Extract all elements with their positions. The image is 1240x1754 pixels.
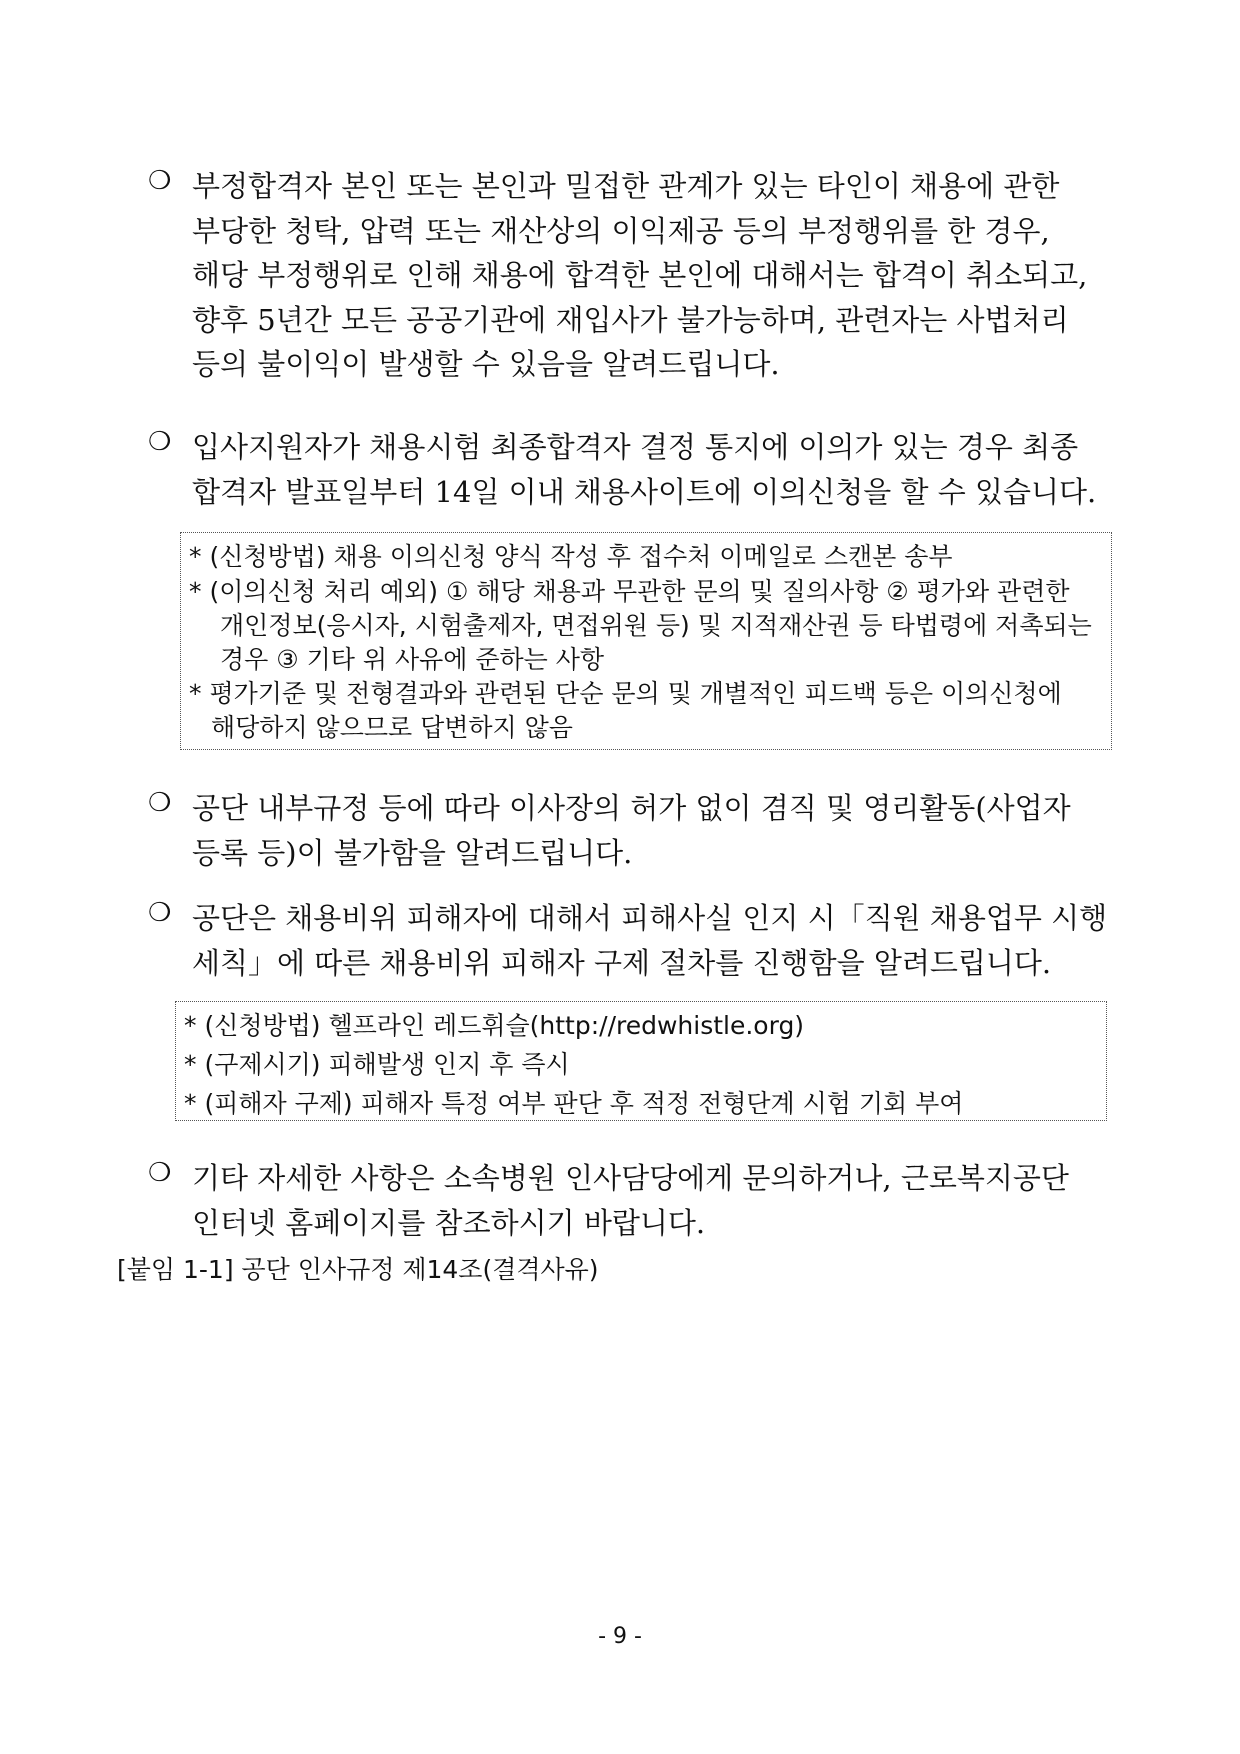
paragraph-line: 인터넷 홈페이지를 참조하시기 바랍니다. [192, 1206, 706, 1240]
note-line: * (피해자 구제) 피해자 특정 여부 판단 후 적정 전형단계 시험 기회 부여 [184, 1089, 964, 1118]
paragraph-line: 공단은 채용비위 피해자에 대해서 피해사실 인지 시「직원 채용업무 시행 [192, 901, 1108, 935]
circle-bullet-icon: ❍ [148, 788, 172, 818]
note-line: 해당하지 않으므로 답변하지 않음 [211, 713, 573, 742]
note-line: 경우 ③ 기타 위 사유에 준하는 사항 [220, 645, 605, 674]
circle-bullet-icon: ❍ [148, 427, 172, 457]
paragraph-line: 합격자 발표일부터 14일 이내 채용사이트에 이의신청을 할 수 있습니다. [192, 475, 1097, 509]
note-line: * 평가기준 및 전형결과와 관련된 단순 문의 및 개별적인 피드백 등은 이의신청에 [189, 679, 1062, 708]
circle-bullet-icon: ❍ [148, 898, 172, 928]
paragraph-line: 세칙」에 따른 채용비위 피해자 구제 절차를 진행함을 알려드립니다. [192, 946, 1052, 980]
paragraph-line: 등의 불이익이 발생할 수 있음을 알려드립니다. [192, 347, 780, 381]
page-number: - 9 - [598, 1624, 642, 1649]
paragraph-line: 등록 등)이 불가함을 알려드립니다. [192, 836, 633, 870]
relief-notes-box [175, 1001, 1107, 1121]
paragraph-line: 향후 5년간 모든 공공기관에 재입사가 불가능하며, 관련자는 사법처리 [192, 303, 1069, 337]
paragraph-line: 공단 내부규정 등에 따라 이사장의 허가 없이 겸직 및 영리활동(사업자 [192, 791, 1071, 825]
note-line: 개인정보(응시자, 시험출제자, 면접위원 등) 및 지적재산권 등 타법령에 저촉되는 [220, 611, 1092, 640]
paragraph-line: 입사지원자가 채용시험 최종합격자 결정 통지에 이의가 있는 경우 최종 [192, 430, 1079, 464]
objection-notes-box [180, 532, 1112, 750]
attachment-title: [붙임 1-1] 공단 인사규정 제14조(결격사유) [117, 1255, 599, 1284]
note-line: * (구제시기) 피해발생 인지 후 즉시 [184, 1050, 570, 1079]
circle-bullet-icon: ❍ [148, 1158, 172, 1188]
circle-bullet-icon: ❍ [148, 166, 172, 196]
paragraph-line: 부정합격자 본인 또는 본인과 밀접한 관계가 있는 타인이 채용에 관한 [192, 169, 1060, 203]
note-line: * (이의신청 처리 예외) ① 해당 채용과 무관한 문의 및 질의사항 ② 평가와 관련한 [189, 577, 1070, 606]
paragraph-line: 해당 부정행위로 인해 채용에 합격한 본인에 대해서는 합격이 취소되고, [192, 258, 1088, 292]
note-line: * (신청방법) 채용 이의신청 양식 작성 후 접수처 이메일로 스캔본 송부 [189, 542, 953, 571]
paragraph-line: 부당한 청탁, 압력 또는 재산상의 이익제공 등의 부정행위를 한 경우, [192, 214, 1050, 248]
note-line: * (신청방법) 헬프라인 레드휘슬(http://redwhistle.org) [184, 1011, 805, 1040]
paragraph-line: 기타 자세한 사항은 소속병원 인사담당에게 문의하거나, 근로복지공단 [192, 1161, 1069, 1195]
